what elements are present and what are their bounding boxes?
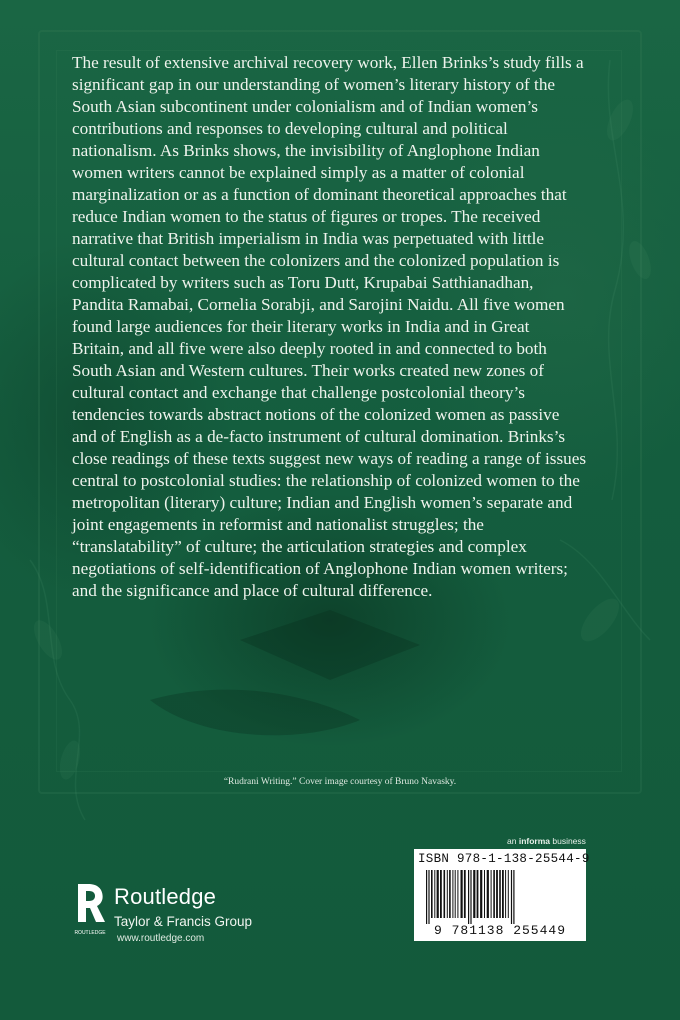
barcode-bar <box>452 870 453 918</box>
blurb-line: cultural contact and exchange that challenge postcolonial theory’s <box>72 383 525 402</box>
blurb-line: and the significance and place of cultural difference. <box>72 581 433 600</box>
blurb-line: South Asian subcontinent under colonialism and of Indian women’s <box>72 97 538 116</box>
informa-prefix: an <box>507 836 519 846</box>
barcode-digits: 9 781138 255449 <box>433 923 567 938</box>
blurb-line: nationalism. As Brinks shows, the invisibility of Anglophone Indian <box>72 141 540 160</box>
isbn-label: ISBN 978-1-138-25544-9 <box>418 852 590 866</box>
barcode-bar <box>491 870 492 918</box>
barcode-bar <box>477 870 479 918</box>
blurb-line: reduce Indian women to the status of figures or tropes. The received <box>72 207 541 226</box>
blurb-line: women writers cannot be explained simply as a matter of colonial <box>72 163 525 182</box>
publisher-name: Routledge <box>114 884 217 909</box>
barcode-bar <box>473 870 475 918</box>
blurb-line: metropolitan (literary) culture; Indian and English women’s separate and <box>72 493 573 512</box>
barcode-bar <box>468 870 469 924</box>
blurb-line: contributions and responses to developing cultural and political <box>72 119 508 138</box>
barcode-bar <box>447 870 448 918</box>
blurb-line: narrative that British imperialism in India was perpetuated with little <box>72 229 545 248</box>
blurb-line: central to postcolonial studies: the relationship of colonized women to the <box>72 471 580 490</box>
blurb-text <box>72 52 620 602</box>
barcode-bars <box>424 870 576 924</box>
informa-business-label <box>507 836 586 846</box>
blurb-line: and of English as a de-facto instrument of cultural domination. Brinks’s <box>72 427 566 446</box>
informa-suffix: business <box>550 836 586 846</box>
barcode-bar <box>508 870 509 918</box>
blurb-line: “translatability” of culture; the articulation strategies and complex <box>72 537 527 556</box>
barcode-bar <box>428 870 429 924</box>
blurb-line: significant gap in our understanding of women’s literary history of the <box>72 75 556 94</box>
blurb-line: found large audiences for their literary works in India and in Great <box>72 317 530 336</box>
cover-image-caption: “Rudrani Writing.” Cover image courtesy of Bruno Navasky. <box>223 777 457 787</box>
blurb-line: Pandita Ramabai, Cornelia Sorabji, and Sarojini Naidu. All five women <box>72 295 565 314</box>
informa-brand: informa <box>518 836 550 846</box>
barcode-bar <box>449 870 451 918</box>
blurb-line: negotiations of self-identification of Anglophone Indian women writers; <box>72 559 568 578</box>
barcode-bar <box>461 870 463 918</box>
barcode-bar <box>493 870 495 918</box>
barcode-bar <box>513 870 514 924</box>
barcode-bar <box>426 870 427 924</box>
blurb-line: cultural contact between the colonizers and the colonized population is <box>72 251 560 270</box>
blurb-line: tendencies towards abstract notions of the colonized women as passive <box>72 405 560 424</box>
barcode-bar <box>511 870 512 924</box>
blurb-line: South Asian and Western cultures. Their works created new zones of <box>72 361 544 380</box>
barcode-bar <box>484 870 485 918</box>
blurb-line: The result of extensive archival recovery work, Ellen Brinks’s study fills a <box>72 53 584 72</box>
routledge-logo-icon <box>74 882 106 936</box>
barcode-bar <box>431 870 433 918</box>
barcode-bar <box>505 870 506 918</box>
publisher-group: Taylor & Francis Group <box>114 914 253 929</box>
barcode-bar <box>464 870 466 918</box>
blurb-line: close readings of these texts suggest new ways of reading a range of issues <box>72 449 587 468</box>
blurb-line: joint engagements in reformist and nationalist struggles; the <box>72 515 484 534</box>
logo-vertical-text: ROUTLEDGE <box>74 930 106 936</box>
barcode-bar <box>434 870 435 918</box>
barcode-bar <box>496 870 498 918</box>
barcode-bar <box>437 870 439 918</box>
barcode-bar <box>499 870 501 918</box>
barcode-bar <box>470 870 471 924</box>
barcode-bar <box>455 870 456 918</box>
barcode-bar <box>487 870 489 918</box>
barcode-bar <box>480 870 482 918</box>
barcode-bar <box>457 870 458 918</box>
blurb-line: Britain, and all five were also deeply rooted in and connected to both <box>72 339 547 358</box>
barcode-bar <box>440 870 442 918</box>
publisher-url: www.routledge.com <box>117 933 205 944</box>
blurb-line: complicated by writers such as Toru Dutt, Krupabai Satthianadhan, <box>72 273 534 292</box>
isbn-barcode <box>414 849 590 941</box>
barcode-bar <box>502 870 504 918</box>
blurb-line: marginalization or as a function of dominant theoretical approaches that <box>72 185 567 204</box>
barcode-bar <box>444 870 446 918</box>
